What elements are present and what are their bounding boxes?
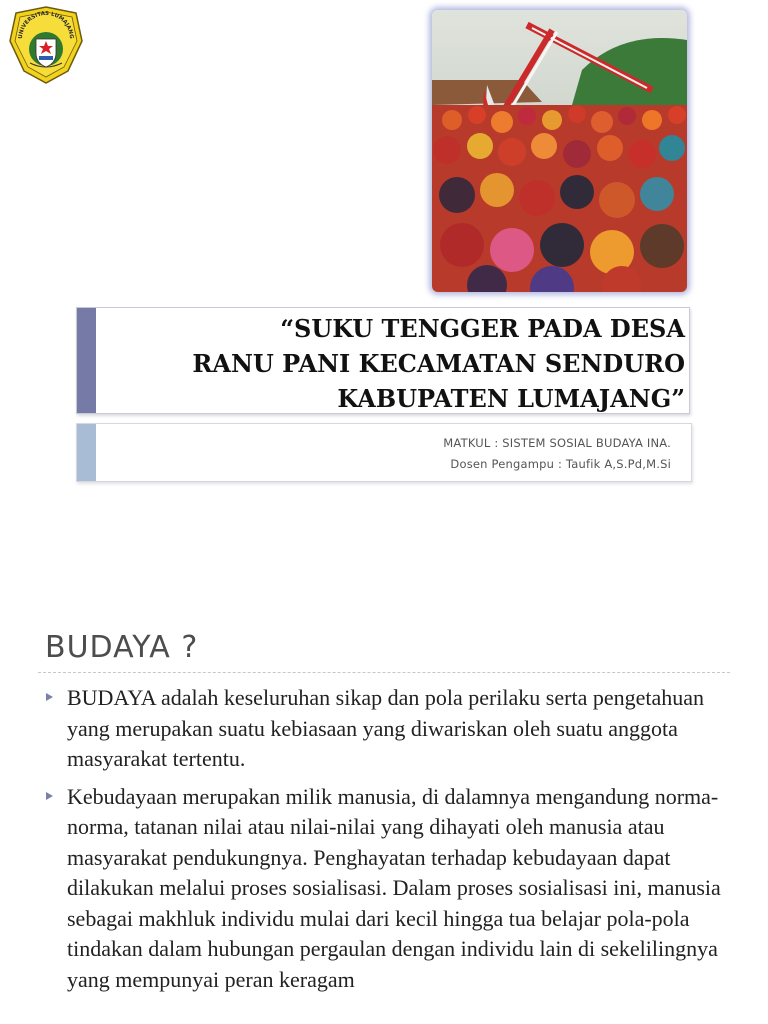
title-line-1: “SUKU TENGGER PADA DESA [280, 314, 685, 343]
bullet-item [46, 683, 736, 775]
triangle-bullet-icon [46, 792, 53, 800]
title-box [76, 307, 690, 414]
slide-title [107, 311, 685, 416]
title-line-2: RANU PANI KECAMATAN SENDURO [192, 349, 685, 378]
bullet-list [46, 683, 736, 1002]
slide-heading: BUDAYA ? [45, 630, 199, 665]
crowd-photo [432, 10, 687, 292]
bullet-item [46, 782, 736, 996]
logo-text: UNIVERSITAS LUMAJANG [17, 10, 75, 40]
subtitle-accent-bar [77, 424, 96, 481]
bullet-text: Kebudayaan merupakan milik manusia, di dalamnya mengandung norma-norma, tatanan nilai atau nilai-nilai yang dihayati oleh manusia atau masyarakat pendukungnya. Penghayatan terhadap kebudayaan dapat dilakukan melalui proses sosialisasi. Dalam proses sosialisasi ini, manusia sebagai makhluk individu mulai dari kecil hingga tua belajar pola-pola tindakan dalam hubungan pergaulan dengan individu lain di sekelilingnya yang mempunyai peran keragam [67, 783, 721, 992]
university-logo [6, 5, 86, 85]
subtitle-box [76, 423, 692, 482]
content-slide [0, 600, 768, 1024]
heading-divider [38, 672, 730, 673]
triangle-bullet-icon [46, 693, 53, 701]
title-line-3: KABUPATEN LUMAJANG” [337, 384, 685, 413]
course-name: MATKUL : SISTEM SOSIAL BUDAYA INA. [443, 436, 671, 450]
title-accent-bar [77, 308, 96, 413]
lecturer-name: Dosen Pengampu : Taufik A,S.Pd,M.Si [450, 457, 671, 471]
subtitle-text [443, 433, 671, 475]
bullet-text: BUDAYA adalah keseluruhan sikap dan pola perilaku serta pengetahuan yang merupakan suatu kebiasaan yang diwariskan oleh suatu anggota masyarakat tertentu. [67, 685, 705, 771]
